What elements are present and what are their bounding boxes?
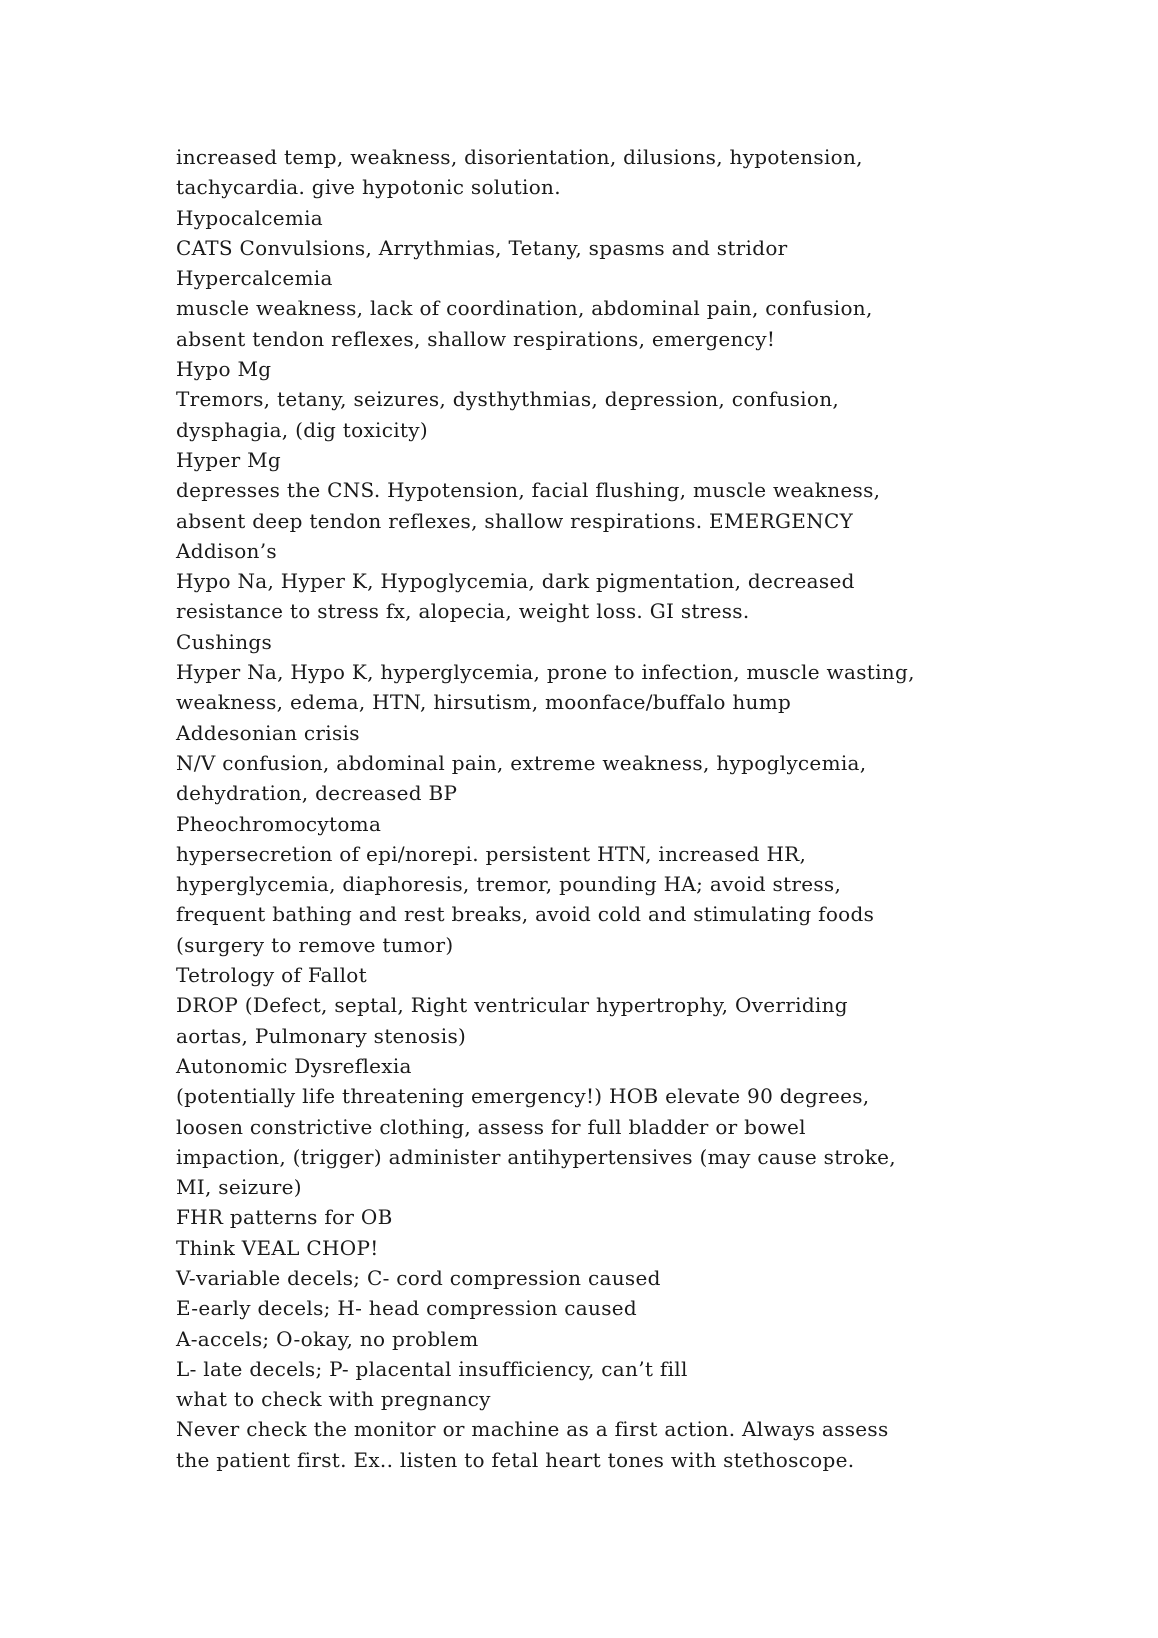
text-line: the patient first. Ex.. listen to fetal heart tones with stethoscope.: [176, 1447, 855, 1472]
text-line: Hyper Na, Hypo K, hyperglycemia, prone to infection, muscle wasting,: [176, 660, 915, 685]
text-line: E-early decels; H- head compression caused: [176, 1296, 638, 1321]
text-line: Never check the monitor or machine as a first action. Always assess: [176, 1417, 889, 1442]
text-line: V-variable decels; C- cord compression caused: [176, 1265, 661, 1290]
text-line: L- late decels; P- placental insufficiency, can’t fill: [176, 1356, 688, 1381]
text-line: MI, seizure): [176, 1175, 302, 1200]
document-text: [176, 142, 1076, 1475]
text-line: A-accels; O-okay, no problem: [176, 1326, 479, 1351]
text-line: increased temp, weakness, disorientation, dilusions, hypotension,: [176, 145, 863, 169]
heading-line: Hypocalcemia: [176, 205, 324, 230]
heading-line: Pheochromocytoma: [176, 811, 382, 836]
text-line: frequent bathing and rest breaks, avoid cold and stimulating foods: [176, 902, 875, 927]
text-line: Hypo Na, Hyper K, Hypoglycemia, dark pigmentation, decreased: [176, 569, 855, 594]
text-line: aortas, Pulmonary stenosis): [176, 1023, 467, 1048]
text-line: CATS Convulsions, Arrythmias, Tetany, spasms and stridor: [176, 235, 788, 260]
text-line: (surgery to remove tumor): [176, 932, 454, 957]
heading-line: Hypo Mg: [176, 357, 272, 382]
text-line: weakness, edema, HTN, hirsutism, moonface/buffalo hump: [176, 690, 792, 715]
text-line: (potentially life threatening emergency!) HOB elevate 90 degrees,: [176, 1084, 870, 1109]
text-line: DROP (Defect, septal, Right ventricular hypertrophy, Overriding: [176, 993, 848, 1018]
heading-line: Autonomic Dysreflexia: [176, 1053, 412, 1078]
text-line: absent tendon reflexes, shallow respirations, emergency!: [176, 326, 776, 351]
text-line: impaction, (trigger) administer antihypertensives (may cause stroke,: [176, 1144, 896, 1169]
heading-line: Addesonian crisis: [176, 720, 360, 745]
text-line: Tremors, tetany, seizures, dysthythmias, depression, confusion,: [176, 387, 840, 412]
text-line: tachycardia. give hypotonic solution.: [176, 175, 561, 200]
text-line: loosen constrictive clothing, assess for full bladder or bowel: [176, 1114, 806, 1139]
heading-line: Tetrology of Fallot: [176, 963, 367, 988]
text-line: dehydration, decreased BP: [176, 781, 458, 806]
text-line: hypersecretion of epi/norepi. persistent HTN, increased HR,: [176, 841, 807, 866]
text-line: N/V confusion, abdominal pain, extreme weakness, hypoglycemia,: [176, 750, 867, 775]
heading-line: Addison’s: [176, 538, 277, 563]
text-line: depresses the CNS. Hypotension, facial flushing, muscle weakness,: [176, 478, 881, 503]
heading-line: what to check with pregnancy: [176, 1387, 491, 1412]
heading-line: Hyper Mg: [176, 447, 281, 472]
text-line: dysphagia, (dig toxicity): [176, 417, 428, 442]
heading-line: FHR patterns for OB: [176, 1205, 393, 1230]
heading-line: Cushings: [176, 629, 273, 654]
text-line: hyperglycemia, diaphoresis, tremor, pounding HA; avoid stress,: [176, 872, 842, 897]
text-line: absent deep tendon reflexes, shallow respirations. EMERGENCY: [176, 508, 854, 533]
text-line: resistance to stress fx, alopecia, weight loss. GI stress.: [176, 599, 750, 624]
text-line: Think VEAL CHOP!: [176, 1235, 379, 1260]
text-line: muscle weakness, lack of coordination, abdominal pain, confusion,: [176, 296, 873, 321]
heading-line: Hypercalcemia: [176, 266, 333, 291]
